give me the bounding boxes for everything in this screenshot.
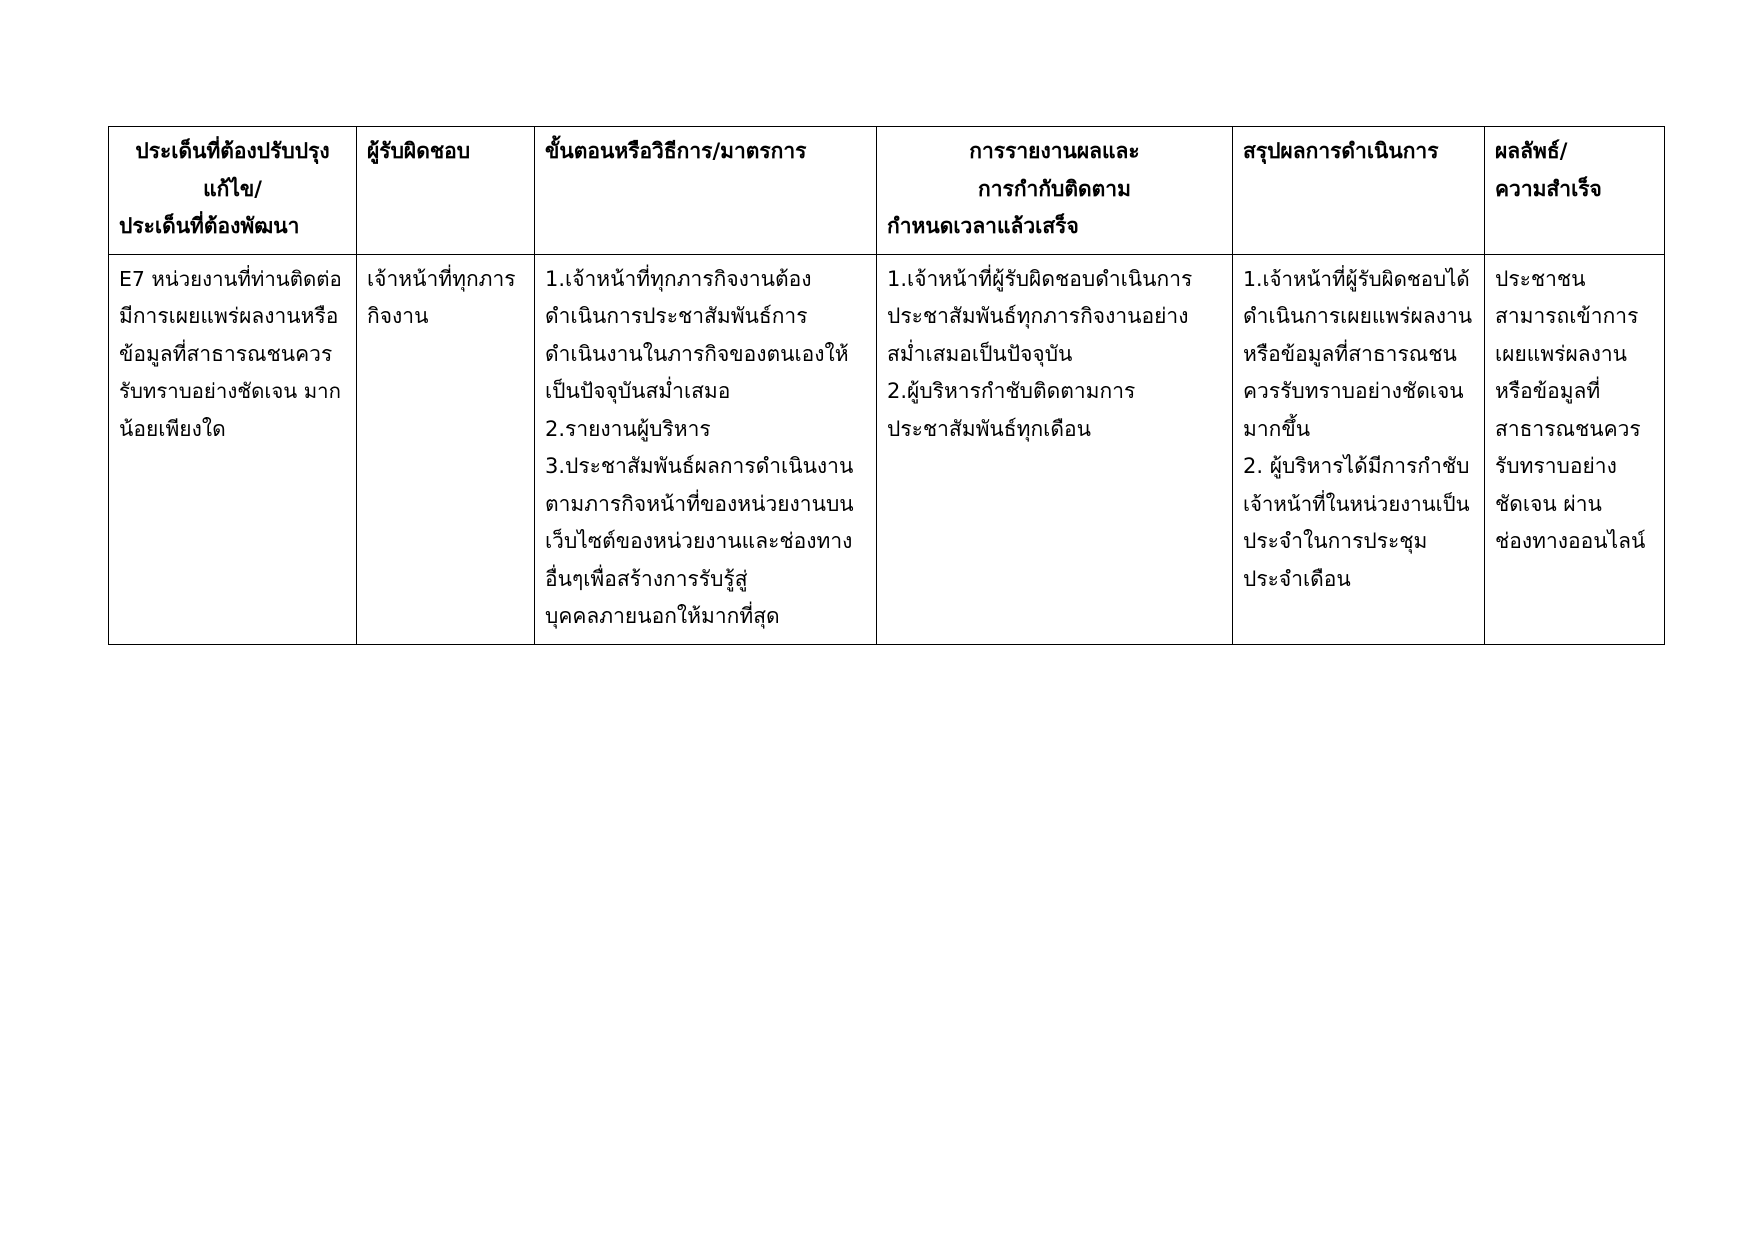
header-issue-line-2: แก้ไข/ [203,176,262,201]
cell-outcome-line-3: เผยแพร่ผลงาน [1495,341,1628,366]
cell-summary-line-1: 1.เจ้าหน้าที่ผู้รับผิดชอบได้ [1243,266,1470,291]
header-outcome-line-1: ผลลัพธ์/ [1495,139,1568,163]
header-reporting [877,127,1233,255]
cell-outcome-line-8: ช่องทางออนไลน์ [1495,529,1646,553]
cell-reporting [877,254,1233,644]
cell-reporting-line-2: ประชาสัมพันธ์ทุกภารกิจงานอย่าง [887,304,1189,328]
cell-reporting-line-1: 1.เจ้าหน้าที่ผู้รับผิดชอบดำเนินการ [887,266,1193,291]
cell-procedure-line-5: 2.รายงานผู้บริหาร [545,416,711,441]
cell-procedure-line-3: ดำเนินงานในภารกิจของตนเองให้ [545,341,849,366]
cell-summary-line-7: เจ้าหน้าที่ในหน่วยงานเป็น [1243,491,1470,516]
cell-outcome-line-5: สาธารณชนควร [1495,416,1641,441]
cell-outcome-line-4: หรือข้อมูลที่ [1495,379,1601,403]
cell-procedure [535,254,877,644]
header-reporting-line-1: การรายงานผลและ [969,139,1140,163]
cell-procedure-line-9: อื่นๆเพื่อสร้างการรับรู้สู่ [545,566,748,591]
cell-reporting-line-3: สม่ำเสมอเป็นปัจจุบัน [887,341,1073,366]
cell-issue [109,254,357,644]
cell-summary-line-6: 2. ผู้บริหารได้มีการกำชับ [1243,454,1470,478]
header-outcome [1485,127,1665,255]
cell-outcome-line-6: รับทราบอย่าง [1495,454,1617,478]
cell-issue-line-1: E7 หน่วยงานที่ท่านติดต่อ [119,266,342,291]
header-summary-line-1: สรุปผลการดำเนินการ [1243,139,1439,163]
cell-responsible-line-1: เจ้าหน้าที่ทุกภาร [367,266,516,291]
cell-summary-line-9: ประจำเดือน [1243,566,1351,591]
cell-outcome-line-7: ชัดเจน ผ่าน [1495,491,1602,516]
cell-outcome-line-1: ประชาชน [1495,266,1586,291]
header-issue-line-1: ประเด็นที่ต้องปรับปรุง [135,139,330,163]
cell-issue-line-3: ข้อมูลที่สาธารณชนควร [119,341,333,366]
cell-summary [1233,254,1485,644]
cell-summary-line-3: หรือข้อมูลที่สาธารณชน [1243,341,1457,366]
cell-procedure-line-4: เป็นปัจจุบันสม่ำเสมอ [545,379,731,403]
cell-responsible-line-2: กิจงาน [367,304,429,328]
cell-summary-line-2: ดำเนินการเผยแพร่ผลงาน [1243,304,1473,328]
table-row [109,254,1665,644]
cell-reporting-line-4: 2.ผู้บริหารกำชับติดตามการ [887,379,1136,403]
header-outcome-line-2: ความสำเร็จ [1495,176,1602,201]
cell-summary-line-5: มากขึ้น [1243,416,1311,441]
cell-summary-line-4: ควรรับทราบอย่างชัดเจน [1243,379,1464,403]
cell-issue-line-4: รับทราบอย่างชัดเจน มาก [119,379,341,403]
cell-issue-line-5: น้อยเพียงใด [119,416,226,441]
header-procedure [535,127,877,255]
cell-issue-line-2: มีการเผยแพร่ผลงานหรือ [119,304,339,328]
cell-summary-line-8: ประจำในการประชุม [1243,529,1428,553]
cell-reporting-line-5: ประชาสัมพันธ์ทุกเดือน [887,416,1091,441]
header-responsible [357,127,535,255]
cell-procedure-line-2: ดำเนินการประชาสัมพันธ์การ [545,304,808,328]
improvement-plan-table [108,126,1665,645]
header-responsible-line-1: ผู้รับผิดชอบ [367,139,471,163]
cell-outcome-line-2: สามารถเข้าการ [1495,304,1639,328]
cell-procedure-line-10: บุคคลภายนอกให้มากที่สุด [545,604,780,628]
cell-procedure-line-8: เว็บไซต์ของหน่วยงานและช่องทาง [545,529,853,553]
header-procedure-line-1: ขั้นตอนหรือวิธีการ/มาตรการ [545,139,807,163]
cell-procedure-line-7: ตามภารกิจหน้าที่ของหน่วยงานบน [545,491,854,516]
cell-procedure-line-1: 1.เจ้าหน้าที่ทุกภารกิจงานต้อง [545,266,812,291]
header-reporting-line-2: การกำกับติดตาม [978,176,1131,201]
header-issue-line-3: ประเด็นที่ต้องพัฒนา [119,214,300,238]
cell-procedure-line-6: 3.ประชาสัมพันธ์ผลการดำเนินงาน [545,454,854,478]
cell-outcome [1485,254,1665,644]
cell-responsible [357,254,535,644]
table-header-row [109,127,1665,255]
document-page [108,126,1664,645]
header-reporting-line-3: กำหนดเวลาแล้วเสร็จ [887,214,1079,238]
header-summary [1233,127,1485,255]
header-issue [109,127,357,255]
